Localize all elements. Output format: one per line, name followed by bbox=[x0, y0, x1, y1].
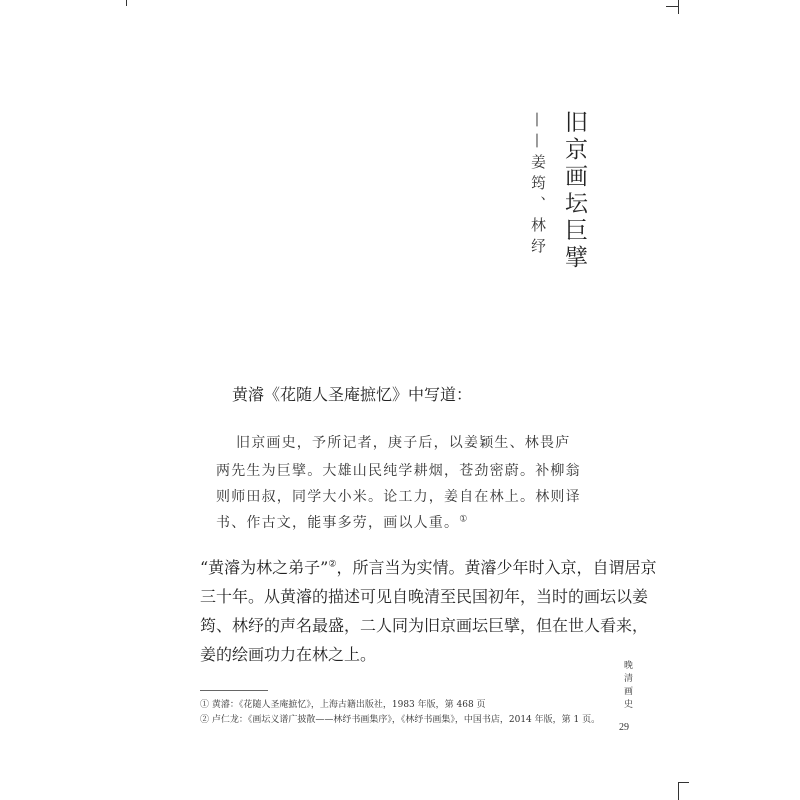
footnote-1: ① 黄濬：《花随人圣庵摭忆》，上海古籍出版社，1983 年版，第 468 页 bbox=[200, 700, 486, 710]
quote-line-3: 则师田叔，同学大小米。论工力，姜自在林上。林则译 bbox=[216, 489, 581, 505]
footnote-rule bbox=[200, 690, 268, 691]
body-line-3: 筠、林纾的声名最盛，二人同为旧京画坛巨擘，但在世人看来， bbox=[200, 616, 649, 635]
quote-line-1: 旧京画史，予所记者，庚子后，以姜颖生、林畏庐 bbox=[236, 435, 571, 451]
crop-mark-bottom-right-h bbox=[679, 782, 689, 783]
chapter-title: 旧京画坛巨擘 bbox=[561, 110, 587, 272]
footnote-2: ② 卢仁龙：《画坛义谱广披散——林纾书画集序》，《林纾书画集》，中国书店，2014 年版，第 1 页。 bbox=[200, 715, 601, 725]
crop-mark-bottom-right-v bbox=[678, 782, 679, 800]
body-line-1 bbox=[200, 555, 656, 578]
footnote-ref-2[interactable]: ② bbox=[328, 559, 337, 570]
quote-line-4 bbox=[216, 512, 468, 532]
crop-mark-top-right-v bbox=[678, 0, 679, 14]
quote-line-4-text: 书、作古文，能事多劳，画以人重。 bbox=[216, 515, 460, 531]
body-line-1-rest: ，所言当为实情。黄濬少年时入京，自谓居京 bbox=[336, 558, 657, 577]
intro-line: 黄濬《花随人圣庵摭忆》中写道： bbox=[232, 385, 473, 404]
crop-mark-top-left bbox=[126, 0, 127, 6]
chapter-subtitle: ——姜筠、林纾 bbox=[529, 112, 547, 259]
body-line-2: 三十年。从黄濬的描述可见自晚清至民国初年，当时的画坛以姜 bbox=[200, 587, 649, 606]
page-number: 29 bbox=[619, 722, 629, 733]
crop-mark-top-right-h bbox=[666, 6, 678, 7]
body-line-1-quote: “黄濬为林之弟子” bbox=[200, 558, 329, 577]
footnote-ref-1[interactable]: ① bbox=[459, 514, 469, 525]
body-line-4: 姜的绘画功力在林之上。 bbox=[200, 645, 377, 664]
running-head: 晚清画史 bbox=[622, 660, 632, 712]
quote-line-2: 两先生为巨擘。大雄山民纯学耕烟，苍劲密蔚。补柳翁 bbox=[216, 463, 581, 479]
